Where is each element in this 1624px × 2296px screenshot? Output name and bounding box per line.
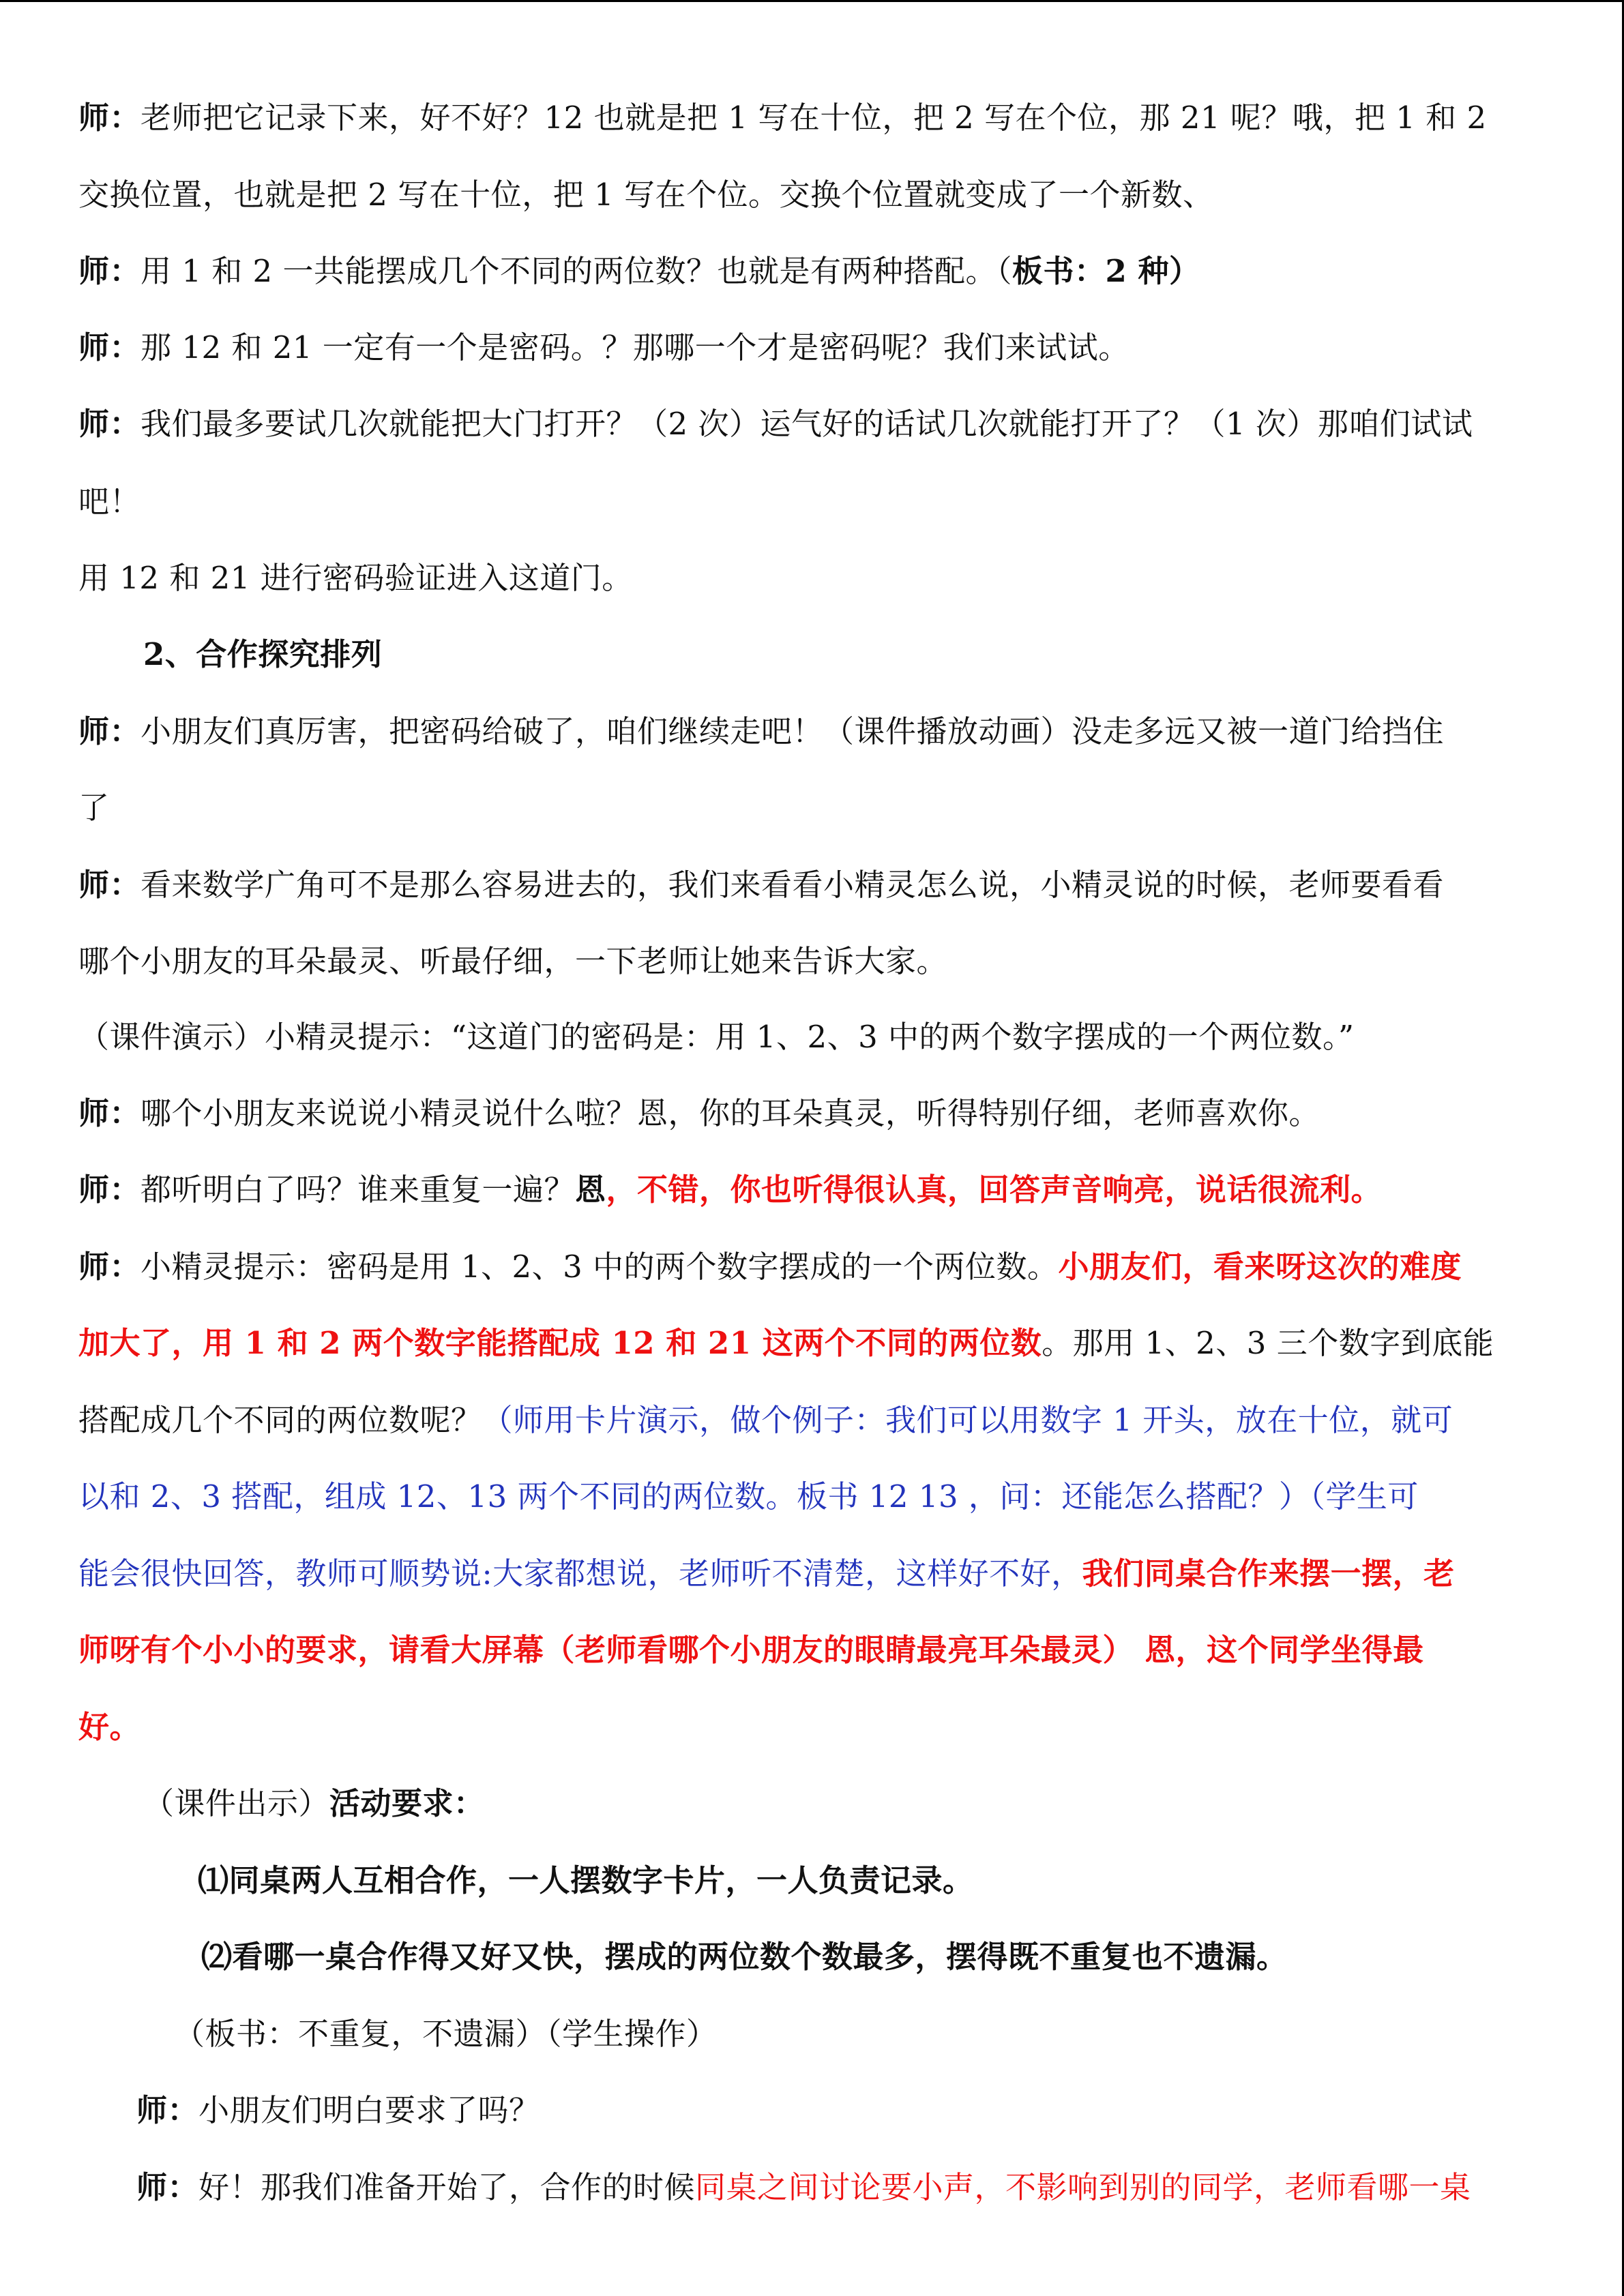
red-note-text: 同桌之间讨论要小声，不影响到别的同学，老师看哪一桌	[695, 2169, 1471, 2205]
paragraph-line	[78, 1169, 1382, 1210]
bold-text: 恩	[575, 1172, 606, 1208]
board-note: 板书：2 种）	[1012, 253, 1200, 289]
paragraph-line	[78, 1247, 1462, 1287]
paragraph-line	[78, 404, 1473, 445]
speaker-label: 师：	[78, 1249, 141, 1285]
speaker-label: 师：	[78, 253, 141, 289]
speaker-label: 师：	[78, 713, 141, 749]
line-text: 吧！	[78, 483, 141, 520]
paragraph-line	[78, 175, 1213, 215]
speaker-label: 师：	[136, 2092, 199, 2128]
red-emphasis-text: 好。	[78, 1709, 141, 1745]
paragraph-line	[136, 2090, 540, 2131]
line-text: 小朋友们真厉害，把密码给破了，咱们继续走吧！（课件播放动画）没走多远又被一道门给挡住	[141, 713, 1445, 749]
line-text: 老师把它记录下来，好不好？12 也就是把 1 写在十位，把 2 写在个位，那 21 呢？哦，把 1 和 2	[141, 100, 1487, 136]
speaker-label: 师：	[78, 100, 141, 136]
line-text: 了	[78, 790, 110, 826]
line-text: 小精灵提示：密码是用 1、2、3 中的两个数字摆成的一个两位数。	[141, 1249, 1059, 1285]
speaker-label: 师：	[78, 1172, 141, 1208]
line-text: 我们最多要试几次就能把大门打开？（2 次）运气好的话试几次就能打开了？（1 次）那咱们试试	[141, 406, 1473, 442]
section-heading-text: 2、合作探究排列	[143, 636, 383, 672]
requirement-text: ⑴同桌两人互相合作，一人摆数字卡片，一人负责记录。	[198, 1862, 974, 1898]
line-text: 小朋友们明白要求了吗？	[198, 2092, 540, 2128]
line-text: 都听明白了吗？谁来重复一遍？	[141, 1172, 576, 1208]
red-emphasis-text: 我们同桌合作来摆一摆，老	[1082, 1555, 1455, 1592]
line-text: 搭配成几个不同的两位数呢？	[78, 1402, 482, 1438]
paragraph-line	[78, 788, 110, 829]
paragraph-line	[136, 2167, 1471, 2208]
paragraph-line	[78, 1400, 1453, 1441]
red-emphasis-text: ，不错，你也听得很认真，回答声音响亮，说话很流利。	[606, 1172, 1383, 1208]
paragraph-line	[78, 481, 141, 522]
line-text: 用 12 和 21 进行密码验证进入这道门。	[78, 560, 633, 596]
line-text: 哪个小朋友的耳朵最灵、听最仔细，一下老师让她来告诉大家。	[78, 943, 948, 979]
speaker-label: 师：	[78, 1095, 141, 1131]
paragraph-line	[78, 941, 947, 982]
speaker-label: 师：	[78, 406, 141, 442]
requirement-item	[201, 1937, 1288, 1978]
blue-note-text: 以和 2、3 搭配，组成 12、13 两个不同的两位数。板书 12 13 ，问：还能怎么搭配？）（学生可	[78, 1478, 1419, 1515]
paragraph-line	[78, 1630, 1424, 1671]
section-heading	[143, 634, 382, 675]
line-text: 。那用 1、2、3 三个数字到底能	[1042, 1325, 1494, 1361]
line-text: 那 12 和 21 一定有一个是密码。？那哪一个才是密码呢？我们来试试。	[141, 329, 1130, 366]
paragraph-line	[78, 1323, 1494, 1364]
paragraph-line	[78, 1553, 1455, 1594]
blue-note-text: （师用卡片演示，做个例子：我们可以用数字 1 开头，放在十位，就可	[482, 1402, 1453, 1438]
paragraph-line	[78, 251, 1200, 292]
line-text: 哪个小朋友来说说小精灵说什么啦？恩，你的耳朵真灵，听得特别仔细，老师喜欢你。	[141, 1095, 1320, 1131]
paragraph-line	[78, 1707, 141, 1748]
line-text: （板书：不重复，不遗漏）（学生操作）	[174, 2016, 718, 2052]
paragraph-line	[78, 1017, 1355, 1058]
paragraph-line	[78, 711, 1444, 752]
speaker-label: 师：	[78, 867, 141, 903]
speaker-label: 师：	[78, 329, 141, 366]
red-emphasis-text: 师呀有个小小的要求，请看大屏幕（老师看哪个小朋友的眼睛最亮耳朵最灵） 恩，这个同学坐得最	[78, 1632, 1424, 1668]
red-emphasis-text: 小朋友们，看来呀这次的难度	[1058, 1249, 1462, 1285]
line-text: 交换位置，也就是把 2 写在十位，把 1 写在个位。交换个位置就变成了一个新数、	[78, 177, 1214, 213]
paragraph-line	[174, 2014, 718, 2055]
line-text: 用 1 和 2 一共能摆成几个不同的两位数？也就是有两种搭配。（	[141, 253, 1012, 289]
paragraph-line	[78, 327, 1130, 368]
requirement-text: ⑵看哪一桌合作得又好又快，摆成的两位数个数最多，摆得既不重复也不遗漏。	[201, 1939, 1288, 1975]
line-text: 好！那我们准备开始了，合作的时候	[198, 2169, 696, 2205]
paragraph-line	[78, 558, 633, 599]
paragraph-line	[78, 865, 1444, 906]
blue-note-text: 能会很快回答，教师可顺势说:大家都想说，老师听不清楚，这样好不好，	[78, 1555, 1082, 1592]
line-text: 看来数学广角可不是那么容易进去的，我们来看看小精灵怎么说，小精灵说的时候，老师要看看	[141, 867, 1445, 903]
bold-text: 活动要求：	[329, 1785, 485, 1821]
paragraph-line	[78, 98, 1487, 138]
paragraph-line	[78, 1476, 1419, 1517]
paragraph-line	[143, 1783, 485, 1824]
paragraph-line	[78, 1093, 1320, 1134]
red-emphasis-text: 加大了，用 1 和 2 两个数字能搭配成 12 和 21 这两个不同的两位数	[78, 1325, 1042, 1361]
line-text: （课件演示）小精灵提示：“这道门的密码是：用 1、2、3 中的两个数字摆成的一个两位数。”	[78, 1019, 1355, 1055]
requirement-item	[198, 1860, 974, 1901]
line-text: （课件出示）	[143, 1785, 330, 1821]
speaker-label: 师：	[136, 2169, 199, 2205]
